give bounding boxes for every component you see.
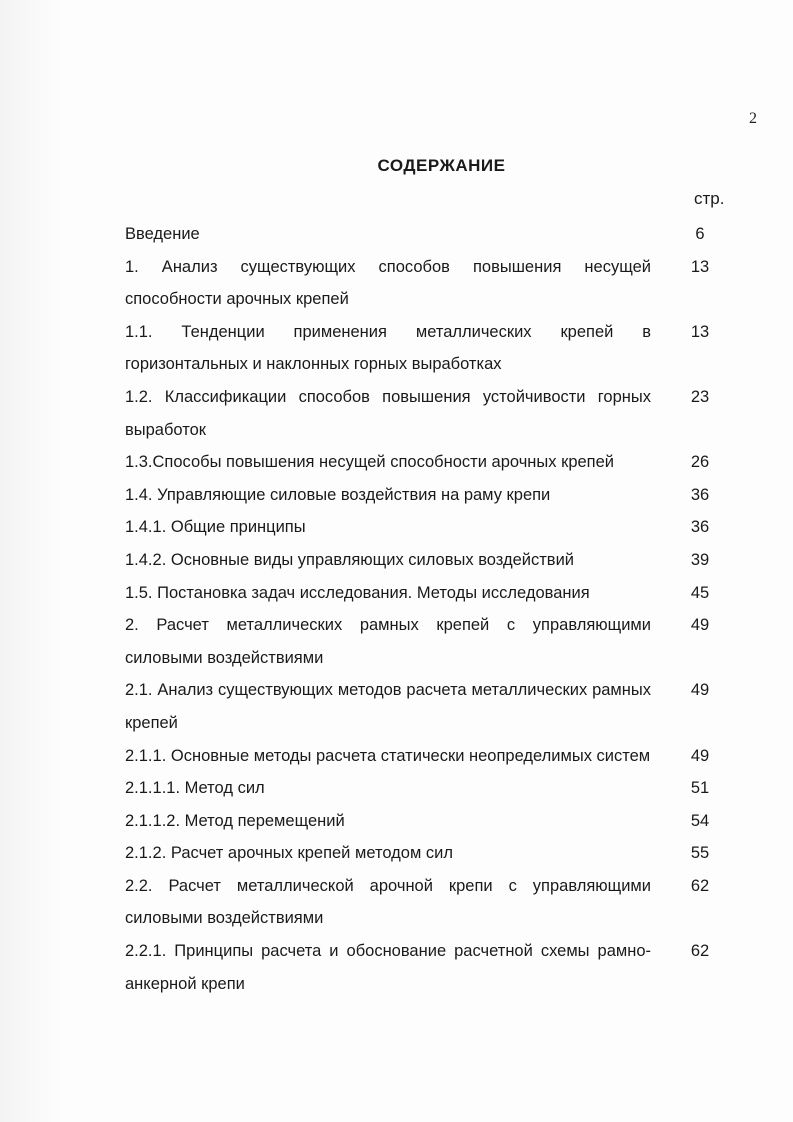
toc-entry-page: 51 (690, 779, 710, 798)
toc-entry-page: 49 (690, 681, 710, 700)
toc-entry (125, 935, 730, 1000)
toc-entry-title: 2.1.1. Основные методы расчета статически неопределимых систем (125, 746, 651, 765)
toc-entry-page: 39 (690, 550, 710, 569)
pages-column-label: стр. (694, 189, 725, 208)
toc-entry-page: 62 (690, 876, 710, 895)
toc-entry-page: 26 (690, 453, 710, 472)
toc-entry-title: 2.1.2. Расчет арочных крепей методом сил (125, 844, 453, 863)
toc-entry (125, 609, 730, 674)
toc-entry (125, 870, 730, 935)
toc-entry (125, 740, 730, 773)
toc-entry (125, 772, 730, 805)
toc-entry (125, 674, 730, 739)
toc-entry-title: 1. Анализ существующих способов повышения несущей способности арочных крепей (125, 257, 651, 309)
toc-entry-title: 1.4.2. Основные виды управляющих силовых воздействий (125, 550, 574, 569)
toc-entry-page: 45 (690, 583, 710, 602)
toc-entry (125, 837, 730, 870)
page-title: СОДЕРЖАНИЕ (377, 156, 506, 175)
toc-entry (125, 544, 730, 577)
toc-entry-page: 13 (690, 322, 710, 341)
toc-entry (125, 479, 730, 512)
toc-entry (125, 218, 730, 251)
toc-entry-title: 2. Расчет металлических рамных крепей с управляющими силовыми воздействиями (125, 616, 651, 667)
toc-entry (125, 805, 730, 838)
toc-entry-title: 1.4. Управляющие силовые воздействия на раму крепи (125, 485, 551, 504)
toc-entry-title: 1.4.1. Общие принципы (125, 518, 306, 537)
toc-entry (125, 446, 730, 479)
toc-entry-page: 13 (690, 257, 710, 276)
toc-entry-page: 62 (690, 942, 710, 961)
toc-entry-title: Введение (125, 225, 200, 243)
toc-entry-title: 1.2. Классификации способов повышения устойчивости горных выработок (125, 387, 651, 439)
toc-entry-page: 49 (690, 746, 710, 765)
toc-entry-title: 2.1. Анализ существующих методов расчета металлических рамных крепей (125, 681, 651, 732)
toc-entry (125, 577, 730, 610)
toc-entry-page: 6 (695, 225, 705, 243)
page-number: 2 (749, 110, 757, 127)
toc-entry (125, 381, 730, 446)
toc-entry-title: 1.3.Способы повышения несущей способности арочных крепей (125, 453, 614, 472)
toc-entry-page: 55 (690, 844, 710, 863)
toc-entry (125, 511, 730, 544)
toc-entry-title: 2.2. Расчет металлической арочной крепи с управляющими силовыми воздействиями (125, 876, 651, 928)
toc-entry (125, 251, 730, 316)
toc-entry-page: 36 (690, 518, 710, 537)
toc-entry-page: 49 (690, 616, 710, 635)
toc-entry-page: 54 (690, 811, 710, 830)
table-of-contents (125, 218, 730, 1000)
toc-entry-title: 2.1.1.2. Метод перемещений (125, 811, 345, 830)
toc-entry-page: 36 (690, 485, 710, 504)
toc-entry-title: 1.5. Постановка задач исследования. Методы исследования (125, 583, 590, 602)
toc-entry-page: 23 (690, 387, 710, 406)
toc-entry (125, 316, 730, 381)
toc-entry-title: 1.1. Тенденции применения металлических крепей в горизонтальных и наклонных горных выработках (125, 322, 651, 374)
toc-entry-title: 2.1.1.1. Метод сил (125, 779, 265, 798)
toc-entry-title: 2.2.1. Принципы расчета и обоснование расчетной схемы рамно-анкерной крепи (125, 942, 651, 993)
